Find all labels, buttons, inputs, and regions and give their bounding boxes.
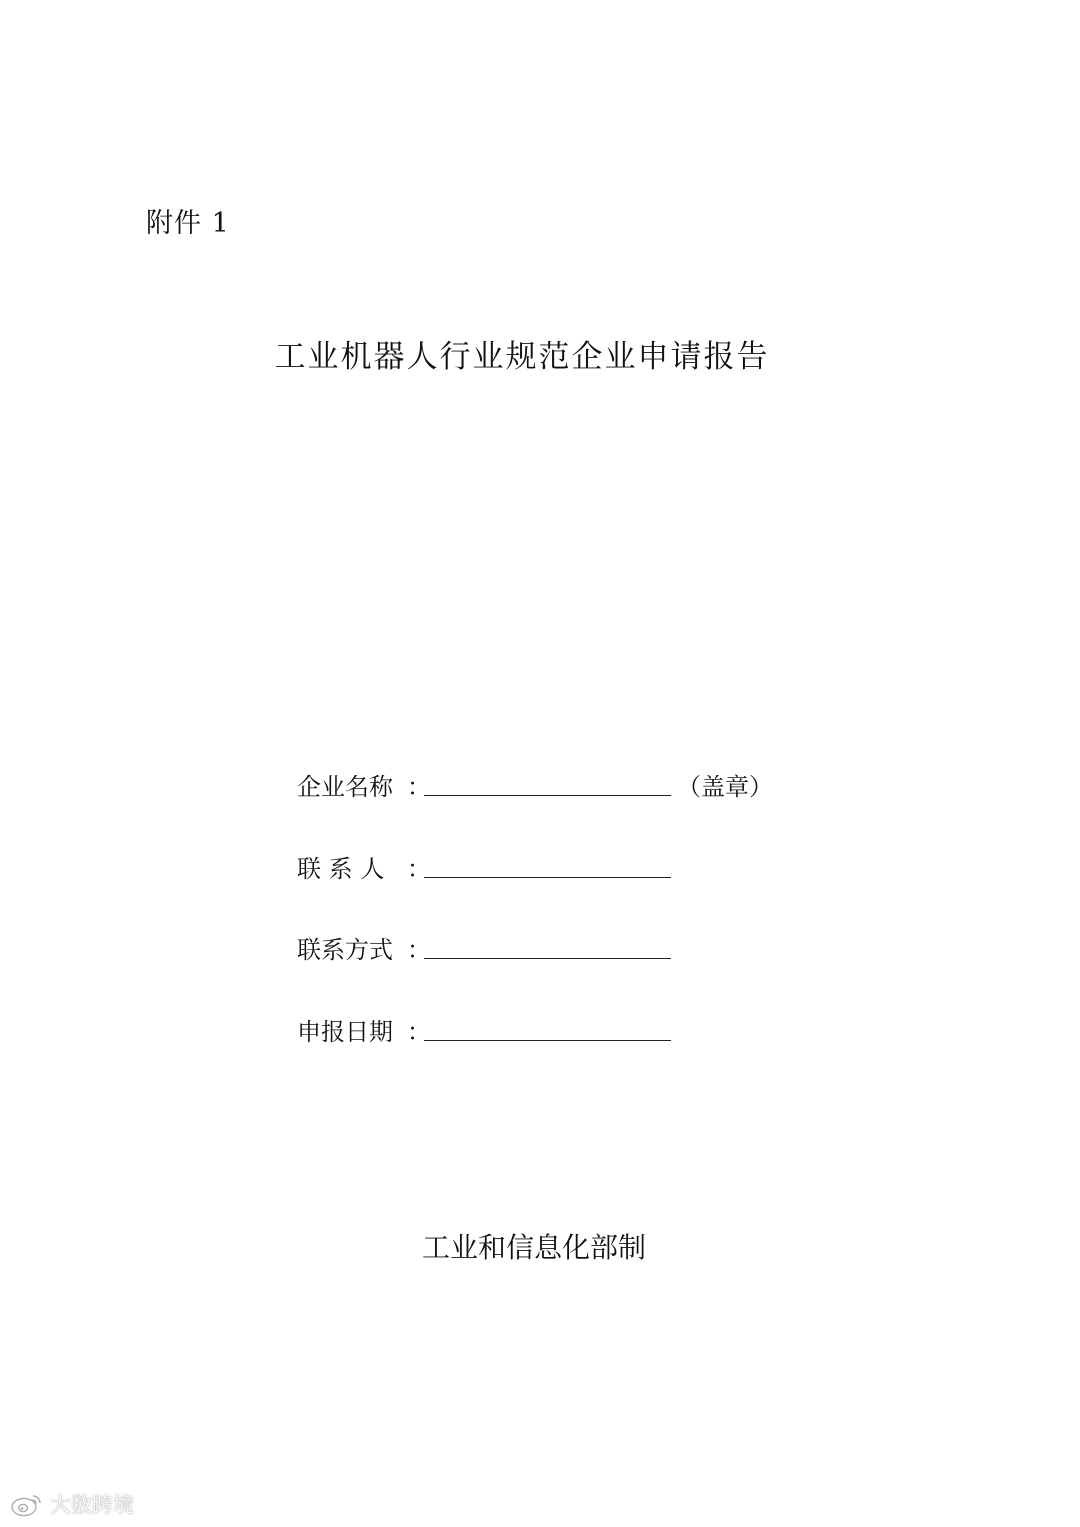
contact-person-blank[interactable] <box>424 877 671 878</box>
seal-note: （盖章） <box>677 773 773 801</box>
contact-method-label: 联系方式 <box>297 936 393 964</box>
watermark <box>10 1488 134 1520</box>
attachment-label: 附件 1 <box>146 208 230 239</box>
contact-method-colon: ： <box>407 936 431 964</box>
application-date-colon: ： <box>407 1018 431 1046</box>
weibo-logo-icon <box>10 1491 44 1517</box>
application-date-label: 申报日期 <box>297 1018 393 1046</box>
contact-method-blank[interactable] <box>424 958 671 959</box>
document-title: 工业机器人行业规范企业申请报告 <box>274 339 770 375</box>
issuer-line: 工业和信息化部制 <box>421 1231 646 1264</box>
watermark-text: 大数跨境 <box>50 1493 134 1517</box>
application-date-blank[interactable] <box>424 1040 671 1041</box>
contact-person-label: 联 系 人 <box>297 855 385 883</box>
company-name-label: 企业名称 <box>297 773 393 801</box>
contact-person-colon: ： <box>407 855 431 883</box>
company-name-colon: ： <box>407 773 431 801</box>
company-name-blank[interactable] <box>424 795 671 796</box>
